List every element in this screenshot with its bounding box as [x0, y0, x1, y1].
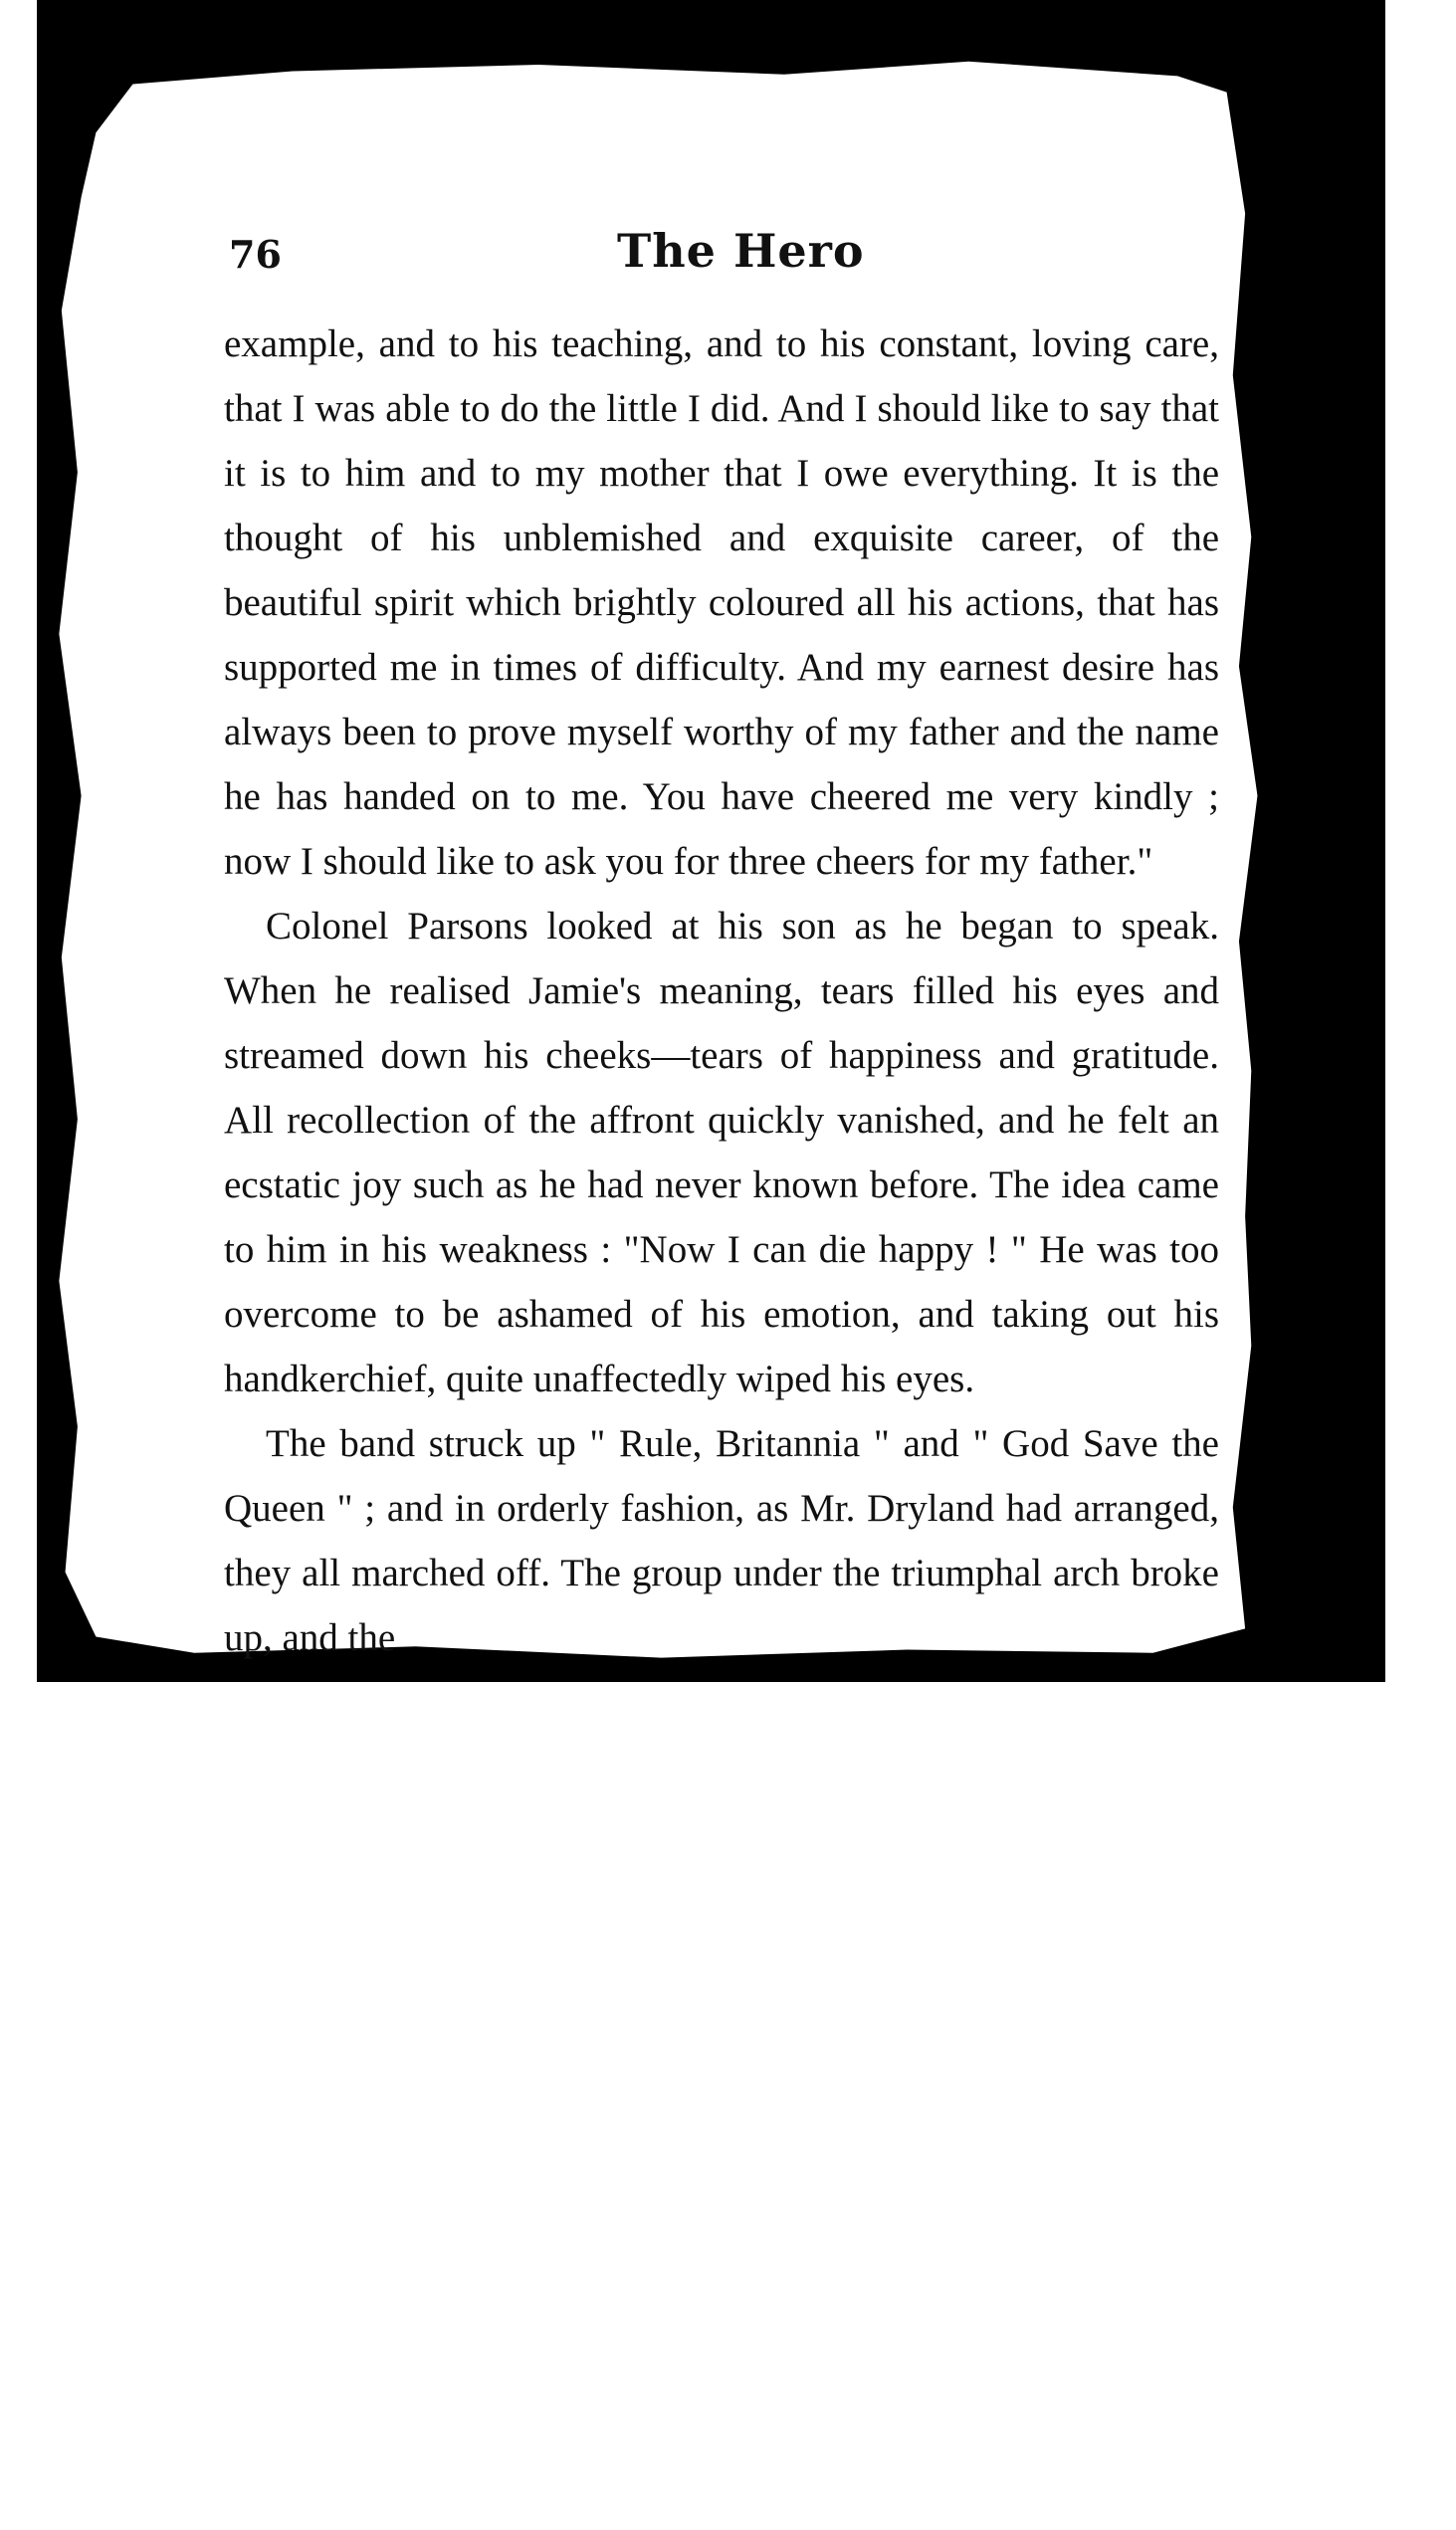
paragraph-1: example, and to his teaching, and to his constant, loving care, that I was able to do the little I did. And I should like to say that it is to him and to my mother that I owe everything. It is the thought of his unblemished and exquisite career, of the beautiful spirit which brightly coloured all his actions, that has supported me in times of difficulty. And my earnest desire has always been to prove myself worthy of my father and the name he has handed on to me. You have cheered me very kindly ; now I should like to ask you for three cheers for my father." — [224, 322, 1219, 883]
scan-top-edge — [129, 10, 1224, 32]
page-tear-mark — [1254, 1045, 1294, 1115]
paragraph-3: The band struck up " Rule, Britannia " and " God Save the Queen " ; and in orderly fashion, as Mr. Dryland had arranged, they all marched off. The group under the triumphal arch broke up, and the — [224, 1422, 1219, 1659]
page-number: 76 — [229, 232, 282, 277]
body-text — [224, 312, 1219, 1670]
running-title: The Hero — [617, 224, 865, 278]
paragraph-2: Colonel Parsons looked at his son as he began to speak. When he realised Jamie's meaning, tears filled his eyes and streamed down his cheeks—tears of happiness and gratitude. All recollection of the affront quickly vanished, and he felt an ecstatic joy such as he had never known before. The idea came to him in his weakness : "Now I can die happy ! " He was too overcome to be ashamed of his emotion, and taking out his handkerchief, quite unaffectedly wiped his eyes. — [224, 905, 1219, 1400]
running-head — [229, 224, 1224, 294]
